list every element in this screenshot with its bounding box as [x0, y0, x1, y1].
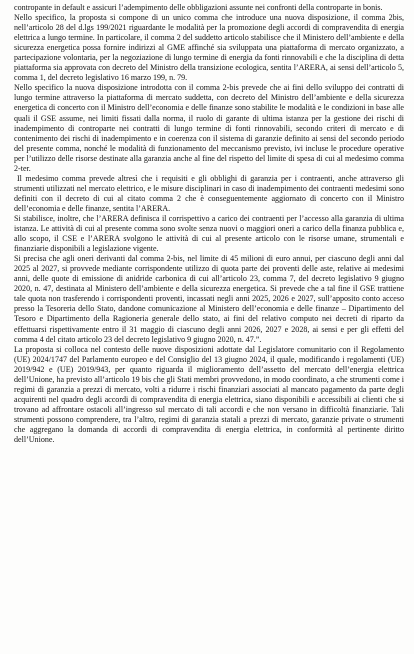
paragraph-comma-2bis-intro: Nello specifico, la proposta si compone di un unico comma che introduce una nuova disposizione, il comma 2bis, nell’articolo 28 del d.lgs 199/2021 riguardante le modalità per la promozione degli accordi di compravendita di energia elettrica a lungo termine. In particolare, il comma 2 del suddetto articolo stabilisce che il Ministero dell’ambiente e della sicurezza energetica possa fornire indirizzi al GME affinché sia sviluppata una piattaforma di mercato organizzato, a partecipazione volontaria, per la negoziazione di lungo termine di energia da fonti rinnovabili e che la disciplina di detta piattaforma sia approvata con decreto del Ministro della transizione ecologica, sentita l’ARERA, ai sensi dell’articolo 5, comma 1, del decreto legislativo 16 marzo 199, n. 79. [14, 13, 404, 83]
paragraph-garanzie-requisiti: Il medesimo comma prevede altresì che i requisiti e gli obblighi di garanzia per i contraenti, anche attraverso gli strumenti utilizzati nel mercato elettrico, e le misure disciplinari in caso di inadempimento dei contraenti medesimi sono definiti con il decreto di cui al citato comma 2 che è conseguentemente aggiornato di concerto con il Ministro dell’economia e delle finanze, sentita l’ARERA. [14, 173, 404, 213]
paragraph-comma-2bis-detail: Nello specifico la nuova disposizione introdotta con il comma 2-bis prevede che ai fini dello sviluppo dei contratti di lungo termine attraverso la piattaforma di mercato suddetta, con decreto del Ministro dell’ambiente e della sicurezza energetica di concerto con il Ministro dell’economia e delle finanze sono stabilite le modalità e le condizioni in base alle quali il GSE assume, nei limiti fissati dalla norma, il ruolo di garante di ultima istanza per la gestione dei rischi di inadempimento di controparte nei contratti di lungo termine di fonti rinnovabili, secondo criteri di mercato e di contenimento dei rischi di inadempimento e in coerenza con il sistema di garanzie definito ai sensi del secondo periodo del presente comma, nonché le modalità di funzionamento del meccanismo previsto, ivi incluse le procedure operative per l’utilizzo delle risorse destinate alla garanzia anche al fine del rispetto del limite di spesa di cui al medesimo comma 2-ter. [14, 83, 404, 173]
paragraph-contesto-ue: La proposta si colloca nel contesto delle nuove disposizioni adottate dal Legislatore comunitario con il Regolamento (UE) 2024/1747 del Parlamento europeo e del Consiglio del 13 giugno 2024, il quale, modificando i regolamenti (UE) 2019/942 e (UE) 2019/943, per quanto riguarda il miglioramento dell’assetto del mercato dell’energia elettrica dell’Unione, ha previsto all’articolo 19 bis che gli Stati membri provvedono, in modo coordinato, a che strumenti come i regimi di garanzia a prezzi di mercato, volti a ridurre i rischi finanziari associati al mancato pagamento da parte degli acquirenti nel quadro degli accordi di compravendita di energia elettrica, siano disponibili e accessibili ai clienti che si trovano ad affrontare ostacoli all’ingresso sul mercato di tali accordi e che non versano in difficoltà finanziarie. Tali strumenti possono comprendere, tra l’altro, regimi di garanzia statali a prezzi di mercato, garanzie private o strumenti che aggregano la domanda di accordi di compravendita di energia elettrica, in conformità al pertinente diritto dell’Unione. [14, 344, 404, 445]
paragraph-oneri-copertura: Si precisa che agli oneri derivanti dal comma 2-bis, nel limite di 45 milioni di euro annui, per ciascuno degli anni dal 2025 al 2027, si provvede mediante corrispondente utilizzo di quota parte dei proventi delle aste, relative ai medesimi anni, delle quote di emissione di anidride carbonica di cui all’articolo 23, comma 7, del decreto legislativo 9 giugno 2020, n. 47, destinata al Ministero dell’ambiente e della sicurezza energetica. Si prevede che a tal fine il GSE trattiene tale quota non trasferendo i corrispondenti proventi, incassati negli anni 2025, 2026 e 2027, sull’apposito conto acceso presso la Tesoreria dello Stato, dandone comunicazione al Ministero dell’economia e delle finanze – Dipartimento del Tesoro e Dipartimento della Ragioneria generale dello stato, ai fini del relativo computo nei decreti di riparto da effettuarsi rispettivamente entro il 31 maggio di ciascuno degli anni 2026, 2027 e 2028, ai sensi e per gli effetti del comma 4 del citato articolo 23 del decreto legislativo 9 giugno 2020, n. 47.”. [14, 254, 404, 344]
paragraph-continuation: contropante in default e assicuri l’adempimento delle obbligazioni assunte nei confronti della controparte in bonis. [14, 3, 383, 12]
document-body [14, 3, 404, 445]
paragraph-arera-corrispettivo: Si stabilisce, inoltre, che l’ARERA definisca il corrispettivo a carico dei contraenti per l’accesso alla garanzia di ultima istanza. Le attività di cui al presente comma sono svolte senza nuovi o maggiori oneri a carico della finanza pubblica e, allo scopo, il CSE e l’ARERA svolgono le attività di cui al presente articolo con le risorse umane, strumentali e finanziarie disponibili a legislazione vigente. [14, 213, 404, 254]
